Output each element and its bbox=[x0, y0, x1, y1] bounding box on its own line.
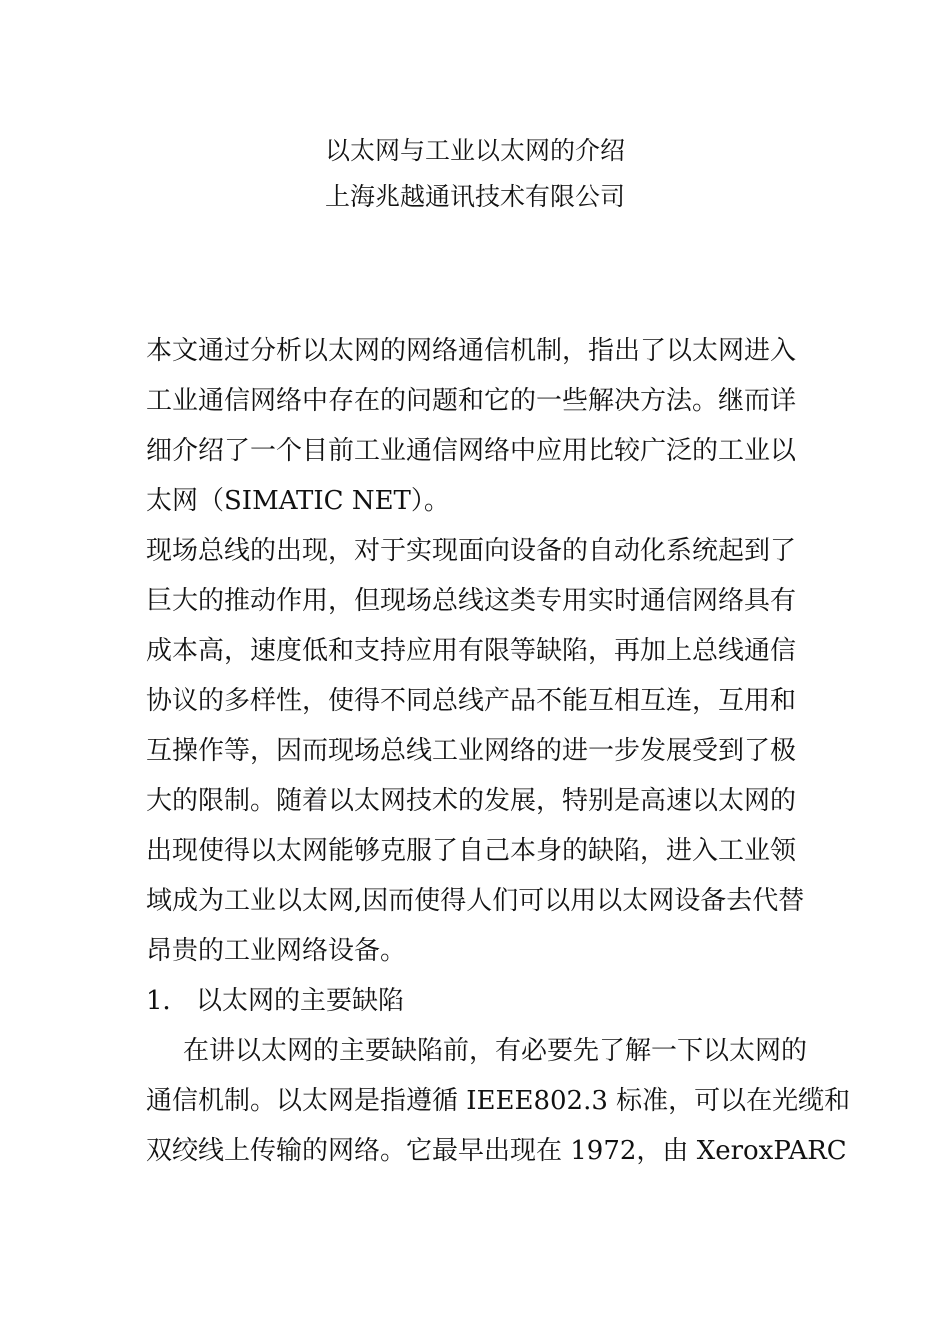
abstract-line: 细介绍了一个目前工业通信网络中应用比较广泛的工业以 bbox=[146, 436, 797, 466]
abstract-line: 工业通信网络中存在的问题和它的一些解决方法。继而详 bbox=[146, 386, 797, 416]
intro-line: 巨大的推动作用，但现场总线这类专用实时通信网络具有 bbox=[146, 586, 797, 616]
section-title: 以太网的主要缺陷 bbox=[196, 986, 405, 1016]
section-heading bbox=[146, 976, 796, 1026]
document-title: 以太网与工业以太网的介绍 bbox=[324, 136, 625, 165]
intro-line: 协议的多样性，使得不同总线产品不能互相互连，互用和 bbox=[146, 686, 797, 716]
abstract-line: 太网（SIMATIC NET）。 bbox=[146, 486, 450, 516]
section-line: 在讲以太网的主要缺陷前，有必要先了解一下以太网的 bbox=[183, 1036, 808, 1066]
section-line: 双绞线上传输的网络。它最早出现在 1972，由 XeroxPARC bbox=[146, 1136, 847, 1166]
section-line: 通信机制。以太网是指遵循 IEEE802.3 标准，可以在光缆和 bbox=[146, 1086, 851, 1116]
intro-line: 互操作等，因而现场总线工业网络的进一步发展受到了极 bbox=[146, 736, 797, 766]
company-name: 上海兆越通讯技术有限公司 bbox=[324, 182, 625, 211]
intro-line: 大的限制。随着以太网技术的发展，特别是高速以太网的 bbox=[146, 786, 797, 816]
section-number: 1． bbox=[146, 986, 189, 1016]
abstract-line: 本文通过分析以太网的网络通信机制，指出了以太网进入 bbox=[146, 336, 797, 366]
intro-line: 成本高，速度低和支持应用有限等缺陷，再加上总线通信 bbox=[146, 636, 797, 666]
document-body bbox=[146, 326, 851, 1176]
intro-line: 出现使得以太网能够克服了自己本身的缺陷，进入工业领 bbox=[146, 836, 797, 866]
title-block bbox=[0, 128, 950, 220]
intro-line: 现场总线的出现，对于实现面向设备的自动化系统起到了 bbox=[146, 536, 797, 566]
intro-line: 昂贵的工业网络设备。 bbox=[146, 936, 407, 966]
intro-line: 域成为工业以太网,因而使得人们可以用以太网设备去代替 bbox=[146, 886, 805, 916]
